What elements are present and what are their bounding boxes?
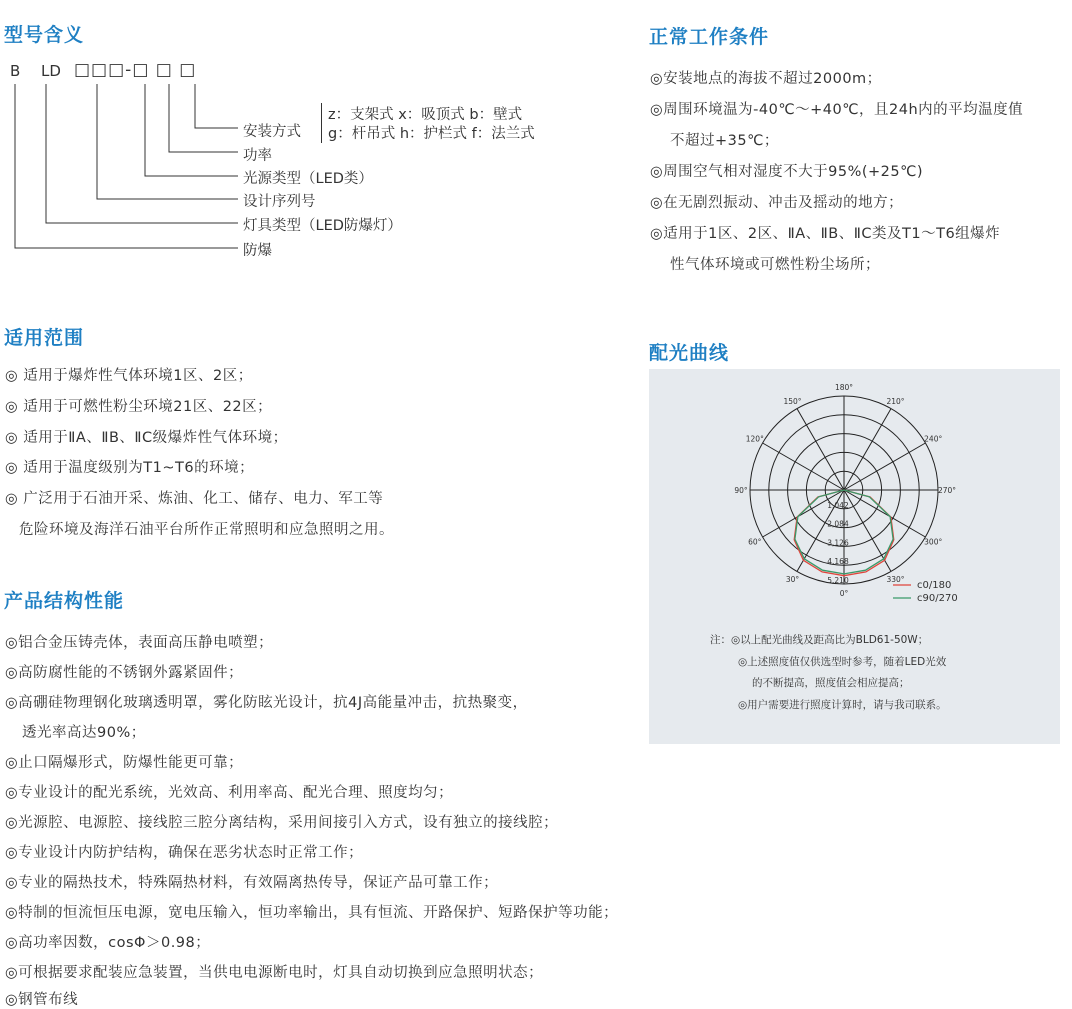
conditions-item: ◎周围空气相对湿度不大于95%(+25℃) [650,164,924,180]
polar-radial-label: 2,084 [827,519,849,529]
structure-item: ◎专业设计的配光系统，光效高、利用率高、配光合理、照度均匀； [5,785,454,801]
model-meaning-heading: 型号含义 [4,24,85,46]
application-item: 危险环境及海洋石油平台所作正常照明和应急照明之用。 [19,522,394,538]
application-heading: 适用范围 [4,327,85,349]
structure-heading: 产品结构性能 [4,590,125,612]
legend-explosion-proof: 防爆 [243,243,272,259]
polar-radial-label: 3,126 [827,538,849,548]
polar-spoke [844,490,925,537]
mount-bracket [321,103,322,143]
structure-item: ◎高功率因数，cosΦ＞0.98； [5,935,211,951]
mount-options-row2: g：杆吊式 h：护栏式 f：法兰式 [328,126,535,142]
polar-angle-label: 60° [748,537,762,547]
curve-note: ◎上述照度值仅供选型时参考，随着LED光效 [738,656,947,668]
polar-angle-label: 30° [785,575,800,585]
polar-angle-label: 210° [886,396,905,406]
legend-label: c90/270 [917,593,958,604]
polar-angle-label: 270° [937,486,957,495]
application-item: ◎ 适用于爆炸性气体环境1区、2区； [5,368,253,384]
polar-spoke [844,409,891,490]
conditions-item: ◎周围环境温为-40℃～+40℃，且24h内的平均温度值 [650,102,1024,118]
conditions-item: 不超过+35℃； [670,133,779,149]
curve-note: 注：◎以上配光曲线及距高比为BLD61-50W； [710,634,929,646]
polar-chart [649,369,1060,619]
conditions-item: 性气体环境或可燃性粉尘场所； [670,257,880,273]
curve-note: ◎用户需要进行照度计算时，请与我司联系。 [738,699,947,711]
structure-item: ◎止口隔爆形式，防爆性能更可靠； [5,755,244,771]
polar-angle-label: 0° [839,589,849,598]
polar-angle-label: 330° [886,575,905,585]
legend-design-serial: 设计序列号 [243,194,316,210]
polar-angle-label: 240° [924,434,943,444]
conditions-item: ◎安装地点的海拔不超过2000m； [650,71,882,87]
polar-angle-label: 180° [834,383,854,392]
mount-label: 安装方式 [243,124,301,140]
structure-item: ◎钢管布线 [5,992,79,1008]
polar-radial-label: 5,210 [827,576,849,585]
legend-fixture-type: 灯具类型（LED防爆灯） [243,218,402,234]
polar-angle-label: 120° [745,434,764,444]
polar-spoke [797,409,844,490]
polar-angle-label: 90° [734,486,748,495]
legend-light-source: 光源类型（LED类） [243,171,373,187]
code-letters-ld: LD [41,62,61,80]
structure-item: ◎可根据要求配装应急装置，当供电电源断电时，灯具自动切换到应急照明状态； [5,965,544,981]
polar-angle-label: 150° [783,396,802,406]
polar-spoke [844,443,925,490]
polar-angle-label: 300° [924,537,943,547]
polar-radial-label: 1,042 [827,500,849,510]
conditions-item: ◎在无剧烈振动、冲击及摇动的地方； [650,195,904,211]
legend-label: c0/180 [917,580,952,591]
structure-item: ◎高硼硅物理钢化玻璃透明罩，雾化防眩光设计，抗4J高能量冲击，抗热聚变， [5,695,528,711]
conditions-item: ◎适用于1区、2区、ⅡA、ⅡB、ⅡC类及T1～T6组爆炸 [650,226,1001,242]
structure-item: ◎专业设计内防护结构，确保在恶劣状态时正常工作； [5,845,364,861]
polar-spoke [763,443,844,490]
polar-radial-label: 4,168 [827,557,849,567]
application-item: ◎ 适用于温度级别为T1~T6的环境； [5,460,255,476]
application-item: ◎ 广泛用于石油开采、炼油、化工、储存、电力、军工等 [5,491,384,507]
structure-item: ◎光源腔、电源腔、接线腔三腔分离结构，采用间接引入方式，设有独立的接线腔； [5,815,559,831]
polar-spoke [763,490,844,537]
structure-item: ◎高防腐性能的不锈钢外露紧固件； [5,665,244,681]
curve-note: 的不断提高，照度值会相应提高； [752,677,910,689]
structure-item: 透光率高达90%； [22,725,146,741]
application-item: ◎ 适用于可燃性粉尘环境21区、22区； [5,399,273,415]
application-item: ◎ 适用于ⅡA、ⅡB、ⅡC级爆炸性气体环境； [5,430,288,446]
mount-options-row1: z：支架式 x：吸顶式 b：壁式 [328,107,523,123]
legend-power: 功率 [243,148,272,164]
code-boxes: □□□-□ □ □ [74,60,197,80]
conditions-heading: 正常工作条件 [649,26,770,48]
code-letter-b: B [10,62,21,80]
structure-item: ◎专业的隔热技术，特殊隔热材料，有效隔离热传导，保证产品可靠工作； [5,875,499,891]
structure-item: ◎铝合金压铸壳体，表面高压静电喷塑； [5,635,274,651]
light-curve-heading: 配光曲线 [649,342,730,364]
structure-item: ◎特制的恒流恒压电源，宽电压输入，恒功率输出，具有恒流、开路保护、短路保护等功能； [5,905,619,921]
model-leader-lines [0,0,250,260]
